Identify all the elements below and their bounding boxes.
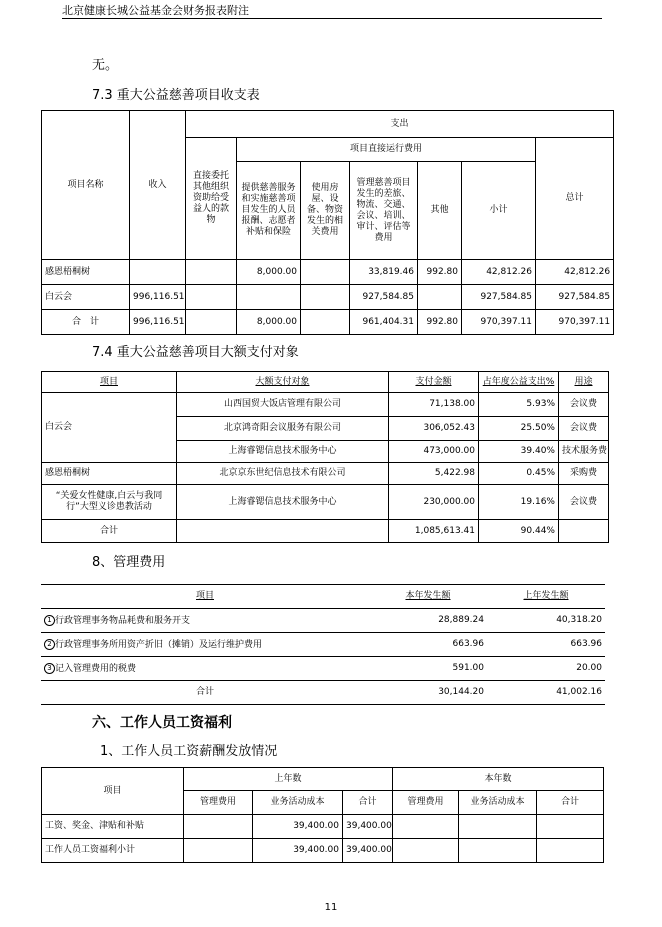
col-last-biz: 业务活动成本 — [253, 791, 343, 815]
table-row: 感恩梧桐树 8,000.00 33,819.46 992.80 42,812.26 42,812.26 — [42, 260, 614, 285]
col-prior-year: 上年发生额 — [487, 585, 605, 609]
col-staff: 提供慈善服务和实施慈善项目发生的人员报酬、志愿者补贴和保险 — [237, 162, 301, 260]
large-payment-table — [41, 371, 609, 543]
group-baiyunhui: 白云会 — [42, 393, 177, 463]
col-percent: 占年度公益支出% — [479, 372, 559, 393]
table-row: 白云会 山西国贸大饭店管理有限公司 71,138.00 5.93% 会议费 — [42, 393, 609, 417]
section-8-title: 8、管理费用 — [92, 555, 166, 570]
table-row: 上海睿锶信息技术服务中心 473,000.00 39.40% 技术服务费 — [42, 441, 609, 463]
table-row: 1 行政管理事务物品耗费和服务开支 28,889.24 40,318.20 — [41, 609, 605, 633]
admin-expense-table — [41, 584, 605, 705]
col-this-sum: 合计 — [537, 791, 604, 815]
table-total-row: 合计 30,144.20 41,002.16 — [41, 681, 605, 705]
page-number: 11 — [324, 902, 338, 913]
table-total-row: 合 计 996,116.51 8,000.00 961,404.31 992.80 970,397.11 970,397.11 — [42, 310, 614, 335]
table-row: 白云会 996,116.51 927,584.85 927,584.85 927,584.85 — [42, 285, 614, 310]
col-payee: 大额支付对象 — [177, 372, 389, 393]
circled-number: 2 — [44, 639, 55, 650]
table-row: 工资、奖金、津贴和补贴 39,400.00 39,400.00 — [42, 815, 604, 839]
major-project-income-expense-table — [41, 110, 614, 335]
section-7-4-title: 7.4 重大公益慈善项目大额支付对象 — [92, 345, 299, 360]
col-subtotal: 小计 — [462, 162, 536, 260]
table-row: 北京鸿奇阳会议服务有限公司 306,052.43 25.50% 会议费 — [42, 417, 609, 441]
col-this-year: 本年数 — [393, 768, 604, 791]
table-total-row: 合计 1,085,613.41 90.44% — [42, 520, 609, 543]
col-expense: 支出 — [186, 111, 614, 138]
col-amount: 支付金额 — [389, 372, 479, 393]
document-header: 北京健康长城公益基金会财务报表附注 — [62, 4, 249, 17]
col-item: 项目 — [41, 585, 369, 609]
table-row: 感恩梧桐树 北京京东世纪信息技术有限公司 5,422.98 0.45% 采购费 — [42, 463, 609, 485]
staff-salary-table — [41, 767, 604, 863]
col-this-mgmt: 管理费用 — [393, 791, 459, 815]
col-last-sum: 合计 — [343, 791, 393, 815]
col-last-mgmt: 管理费用 — [184, 791, 253, 815]
col-income: 收入 — [130, 111, 186, 260]
col-current-year: 本年发生额 — [369, 585, 487, 609]
col-total: 总计 — [536, 138, 614, 260]
col-use: 用途 — [559, 372, 609, 393]
header-rule — [62, 18, 602, 19]
text-none: 无。 — [92, 58, 119, 73]
table-row: 3 记入管理费用的税费 591.00 20.00 — [41, 657, 605, 681]
col-other: 其他 — [418, 162, 462, 260]
circled-number: 3 — [44, 663, 55, 674]
col-item: 项目 — [42, 768, 184, 815]
table-row: 工作人员工资福利小计 39,400.00 39,400.00 — [42, 839, 604, 863]
table-row: “关爱女性健康,白云与我同行”大型义诊患教活动 上海睿锶信息技术服务中心 230,000.00 19.16% 会议费 — [42, 485, 609, 520]
col-direct-cost: 项目直接运行费用 — [237, 138, 536, 162]
section-6-title: 六、工作人员工资福利 — [92, 715, 232, 731]
section-7-3-title: 7.3 重大公益慈善项目收支表 — [92, 88, 260, 103]
col-this-biz: 业务活动成本 — [459, 791, 537, 815]
col-last-year: 上年数 — [184, 768, 393, 791]
section-6-1-title: 1、工作人员工资薪酬发放情况 — [100, 744, 278, 759]
circled-number: 1 — [44, 615, 55, 626]
col-item: 项目 — [42, 372, 177, 393]
col-mgmt: 管理慈善项目发生的差旅、物流、交通、会议、培训、审计、评估等费用 — [350, 162, 418, 260]
col-entrust: 直接委托其他组织资助给受益人的款物 — [186, 138, 237, 260]
col-house: 使用房屋、设备、物资发生的相关费用 — [301, 162, 350, 260]
col-project-name: 项目名称 — [42, 111, 130, 260]
table-row: 2 行政管理事务所用资产折旧（摊销）及运行维护费用 663.96 663.96 — [41, 633, 605, 657]
